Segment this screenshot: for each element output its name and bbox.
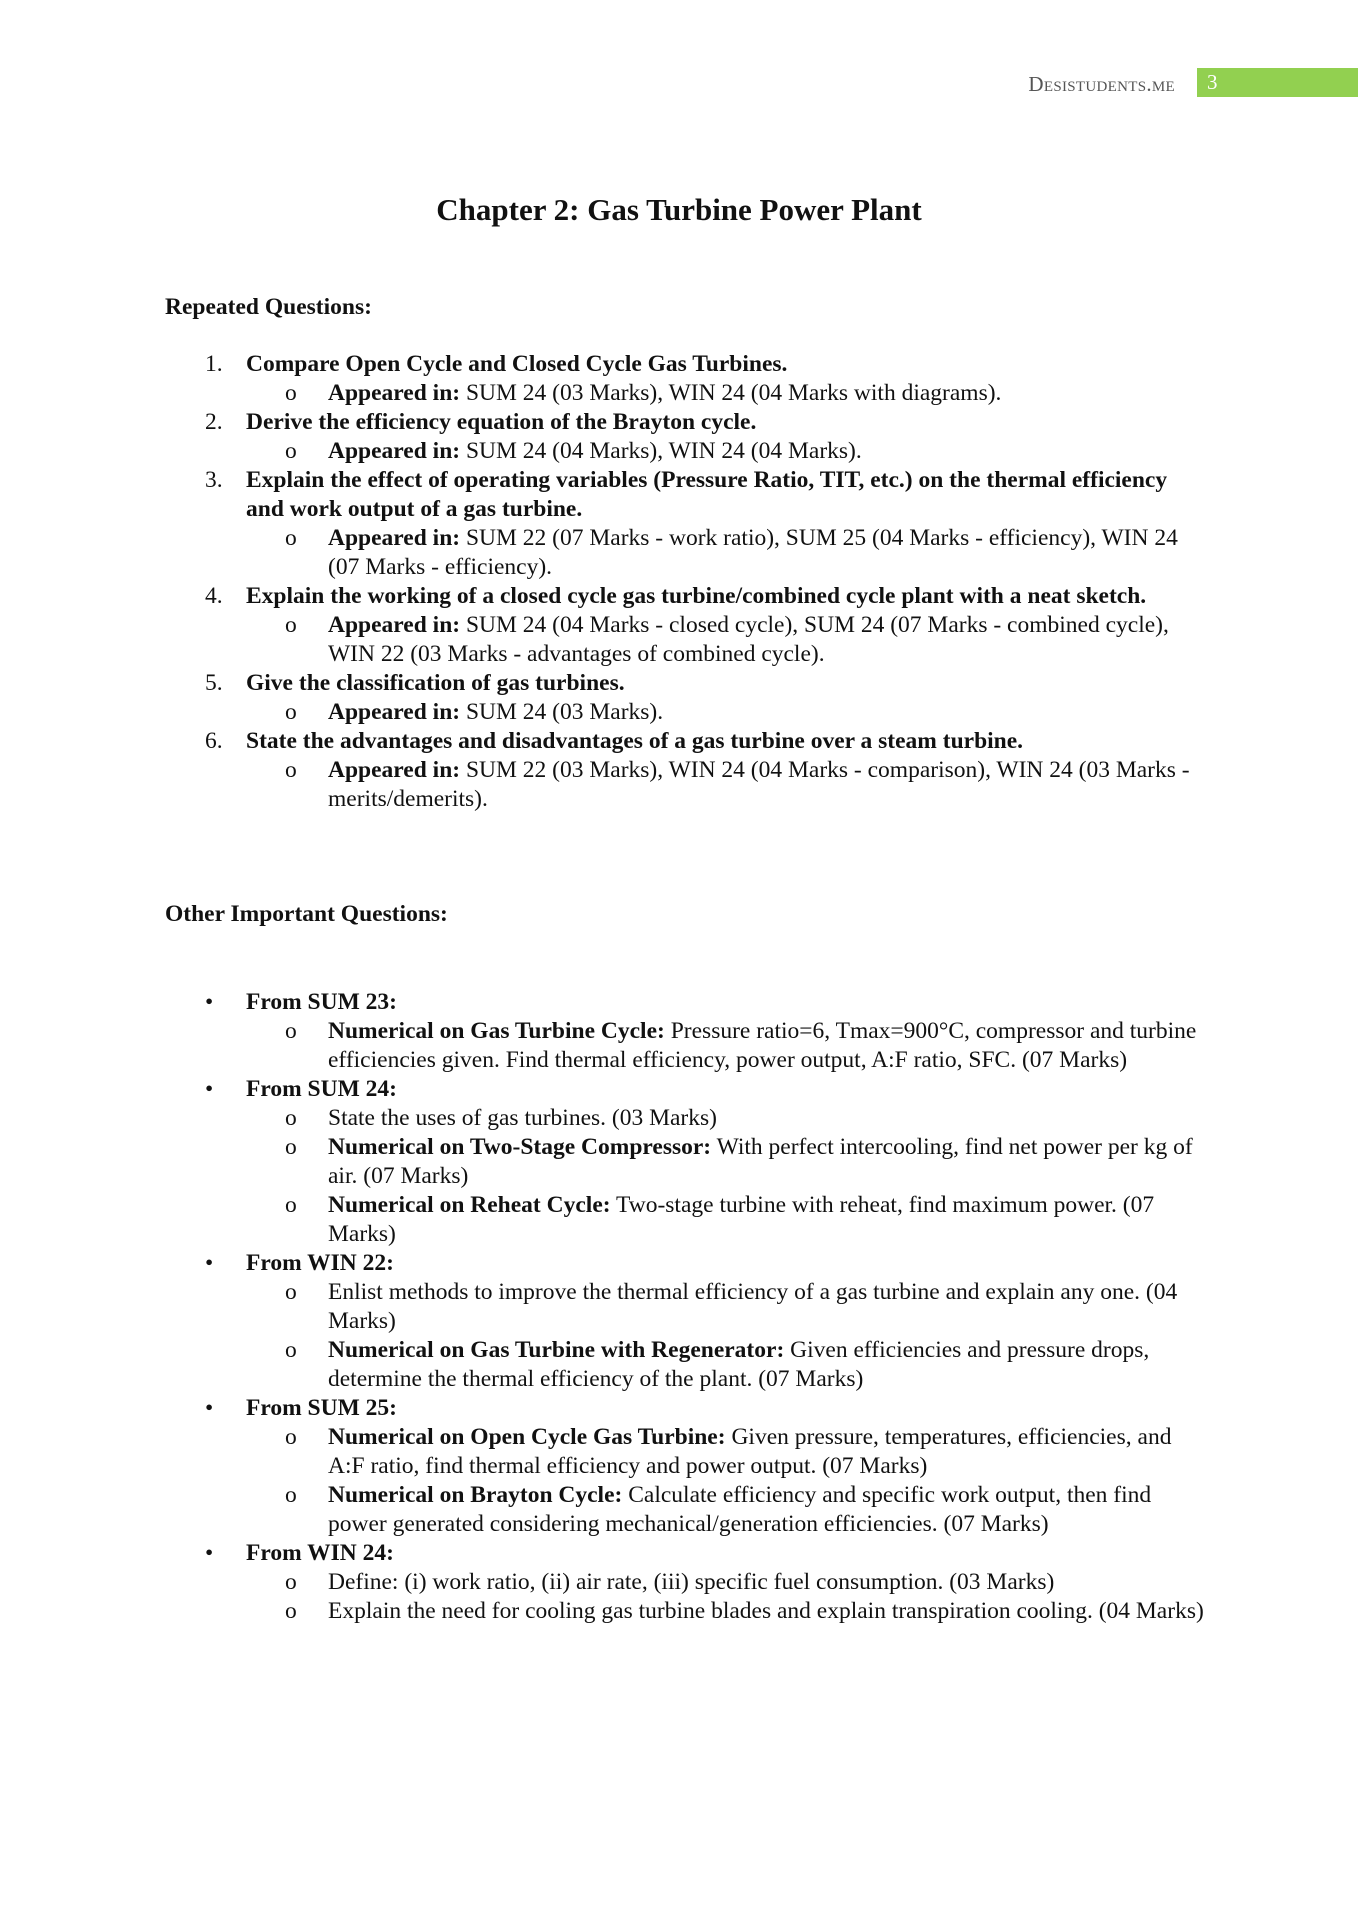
list-item: o Define: (i) work ratio, (ii) air rate, (iii) specific fuel consumption. (03 Marks) [285,1569,1055,1595]
repeated-questions-heading: Repeated Questions: [165,294,372,320]
list-item: 2. Derive the efficiency equation of the Brayton cycle. [205,409,757,435]
site-name: Desistudents.me [1028,72,1175,96]
other-questions-heading: Other Important Questions: [165,901,448,927]
appeared-in: o Appeared in: SUM 24 (03 Marks), WIN 24 (04 Marks with diagrams). [285,380,1002,406]
exam-group: • From SUM 23: [205,989,397,1015]
list-item: o Numerical on Open Cycle Gas Turbine: Given pressure, temperatures, efficiencies, and A:F ratio, find thermal efficiency and power output. (07 Marks) [285,1424,1172,1479]
exam-group: • From WIN 22: [205,1250,394,1276]
list-item: 1. Compare Open Cycle and Closed Cycle Gas Turbines. [205,351,788,377]
list-item: 6. State the advantages and disadvantages of a gas turbine over a steam turbine. [205,728,1024,754]
list-item: o Explain the need for cooling gas turbine blades and explain transpiration cooling. (04 Marks) [285,1598,1204,1624]
repeated-questions-list [165,350,1205,814]
list-item: o Numerical on Gas Turbine with Regenerator: Given efficiencies and pressure drops, determine the thermal efficiency of the plant. (07 Marks) [285,1337,1150,1392]
list-item: o Numerical on Gas Turbine Cycle: Pressure ratio=6, Tmax=900°C, compressor and turbine efficiencies given. Find thermal efficiency, power output, A:F ratio, SFC. (07 Marks) [285,1018,1197,1073]
other-questions-list [165,988,1205,1626]
list-item: 5. Give the classification of gas turbines. [205,670,625,696]
exam-group: • From SUM 25: [205,1395,397,1421]
list-item: o Numerical on Reheat Cycle: Two-stage turbine with reheat, find maximum power. (07 Marks) [285,1192,1155,1247]
exam-group: • From WIN 24: [205,1540,394,1566]
appeared-in: o Appeared in: SUM 24 (04 Marks), WIN 24 (04 Marks). [285,438,862,464]
exam-group: • From SUM 24: [205,1076,397,1102]
appeared-in: o Appeared in: SUM 24 (03 Marks). [285,699,664,725]
list-item: 4. Explain the working of a closed cycle gas turbine/combined cycle plant with a neat sketch. [205,583,1147,609]
list-item: o Numerical on Brayton Cycle: Calculate efficiency and specific work output, then find power generated considering mechanical/generation efficiencies. (07 Marks) [285,1482,1152,1537]
page-number: 3 [1197,68,1358,97]
list-item: 3. Explain the effect of operating variables (Pressure Ratio, TIT, etc.) on the thermal efficiency and work output of a gas turbine. [205,467,1168,522]
chapter-title: Chapter 2: Gas Turbine Power Plant [436,192,922,227]
appeared-in: o Appeared in: SUM 24 (04 Marks - closed cycle), SUM 24 (07 Marks - combined cycle), WIN 22 (03 Marks - advantages of combined cycle). [285,612,1169,667]
appeared-in: o Appeared in: SUM 22 (07 Marks - work ratio), SUM 25 (04 Marks - efficiency), WIN 24 (07 Marks - efficiency). [285,525,1178,580]
list-item: o State the uses of gas turbines. (03 Marks) [285,1105,717,1131]
appeared-in: o Appeared in: SUM 22 (03 Marks), WIN 24 (04 Marks - comparison), WIN 24 (03 Marks - merits/demerits). [285,757,1190,812]
list-item: o Enlist methods to improve the thermal efficiency of a gas turbine and explain any one. (04 Marks) [285,1279,1178,1334]
list-item: o Numerical on Two-Stage Compressor: With perfect intercooling, find net power per kg of air. (07 Marks) [285,1134,1193,1189]
